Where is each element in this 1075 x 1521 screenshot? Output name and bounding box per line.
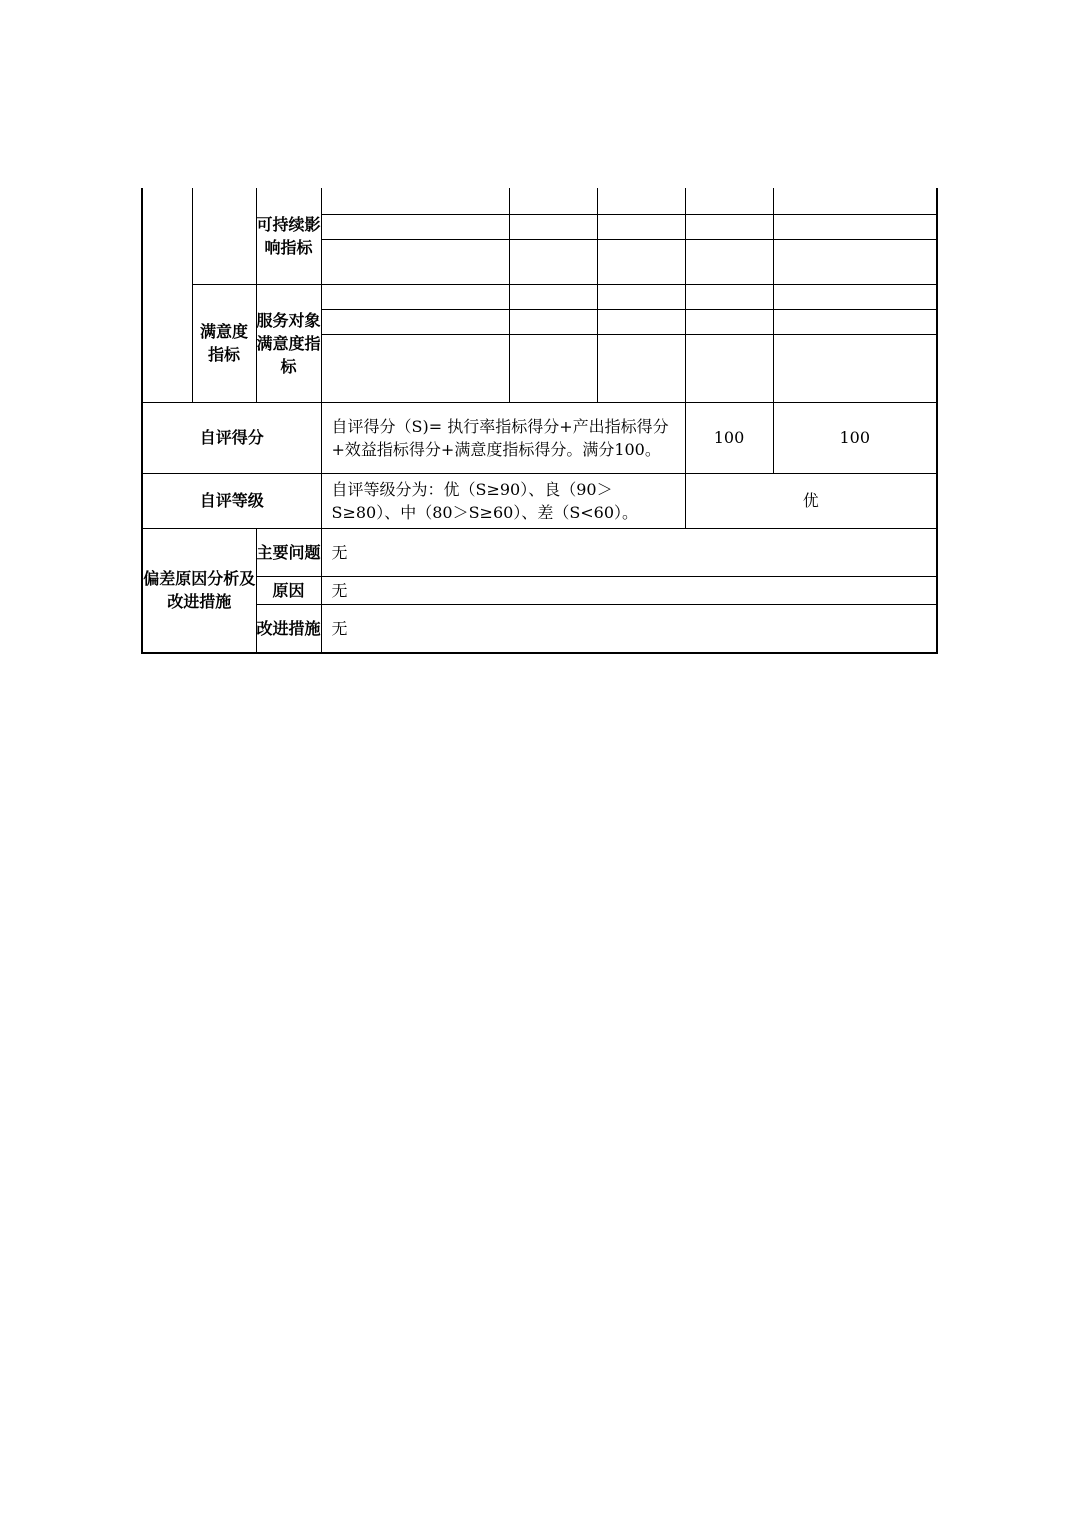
self-score-formula: 自评得分（S)= 执行率指标得分+产出指标得分+效益指标得分+满意度指标得分。满分100。 [321, 402, 685, 473]
self-score-value: 100 [773, 402, 937, 473]
cell [597, 188, 685, 214]
cell [509, 214, 597, 239]
sustainable-impact-label: 可持续影响指标 [256, 188, 321, 284]
satisfaction-category-label: 满意度指标 [192, 284, 256, 402]
cell [685, 334, 773, 402]
cell [597, 284, 685, 309]
deviation-analysis-label: 偏差原因分析及改进措施 [142, 528, 256, 653]
category-cell-empty [142, 188, 192, 402]
improvement-value: 无 [321, 604, 937, 653]
self-grade-rule: 自评等级分为：优（S≥90）、良（90＞S≥80）、中（80＞S≥60）、差（S<60）。 [321, 473, 685, 528]
cell [597, 214, 685, 239]
table-row [142, 188, 937, 214]
cell [321, 334, 509, 402]
performance-evaluation-table [141, 188, 938, 654]
table-row [142, 473, 937, 528]
table-row [142, 402, 937, 473]
cell [321, 309, 509, 334]
cell [773, 334, 937, 402]
table-row [142, 604, 937, 653]
improvement-label: 改进措施 [256, 604, 321, 653]
cell [685, 309, 773, 334]
cell [509, 334, 597, 402]
cell [773, 214, 937, 239]
subcategory-cell-empty [192, 188, 256, 284]
self-grade-label: 自评等级 [142, 473, 321, 528]
cell [509, 239, 597, 284]
cell [321, 188, 509, 214]
cell [597, 309, 685, 334]
table-row [142, 576, 937, 604]
cell [597, 239, 685, 284]
self-grade-value: 优 [685, 473, 937, 528]
table-row [142, 528, 937, 576]
reason-value: 无 [321, 576, 937, 604]
cell [321, 284, 509, 309]
cell [773, 188, 937, 214]
cell [321, 239, 509, 284]
satisfaction-indicator-label: 服务对象满意度指标 [256, 284, 321, 402]
cell [773, 284, 937, 309]
reason-label: 原因 [256, 576, 321, 604]
main-problem-value: 无 [321, 528, 937, 576]
table-row [142, 284, 937, 309]
cell [597, 334, 685, 402]
cell [773, 239, 937, 284]
cell [685, 188, 773, 214]
main-problem-label: 主要问题 [256, 528, 321, 576]
cell [509, 309, 597, 334]
cell [509, 284, 597, 309]
cell [773, 309, 937, 334]
cell [685, 214, 773, 239]
cell [685, 239, 773, 284]
cell [509, 188, 597, 214]
self-score-label: 自评得分 [142, 402, 321, 473]
cell [321, 214, 509, 239]
cell [685, 284, 773, 309]
self-score-value: 100 [685, 402, 773, 473]
